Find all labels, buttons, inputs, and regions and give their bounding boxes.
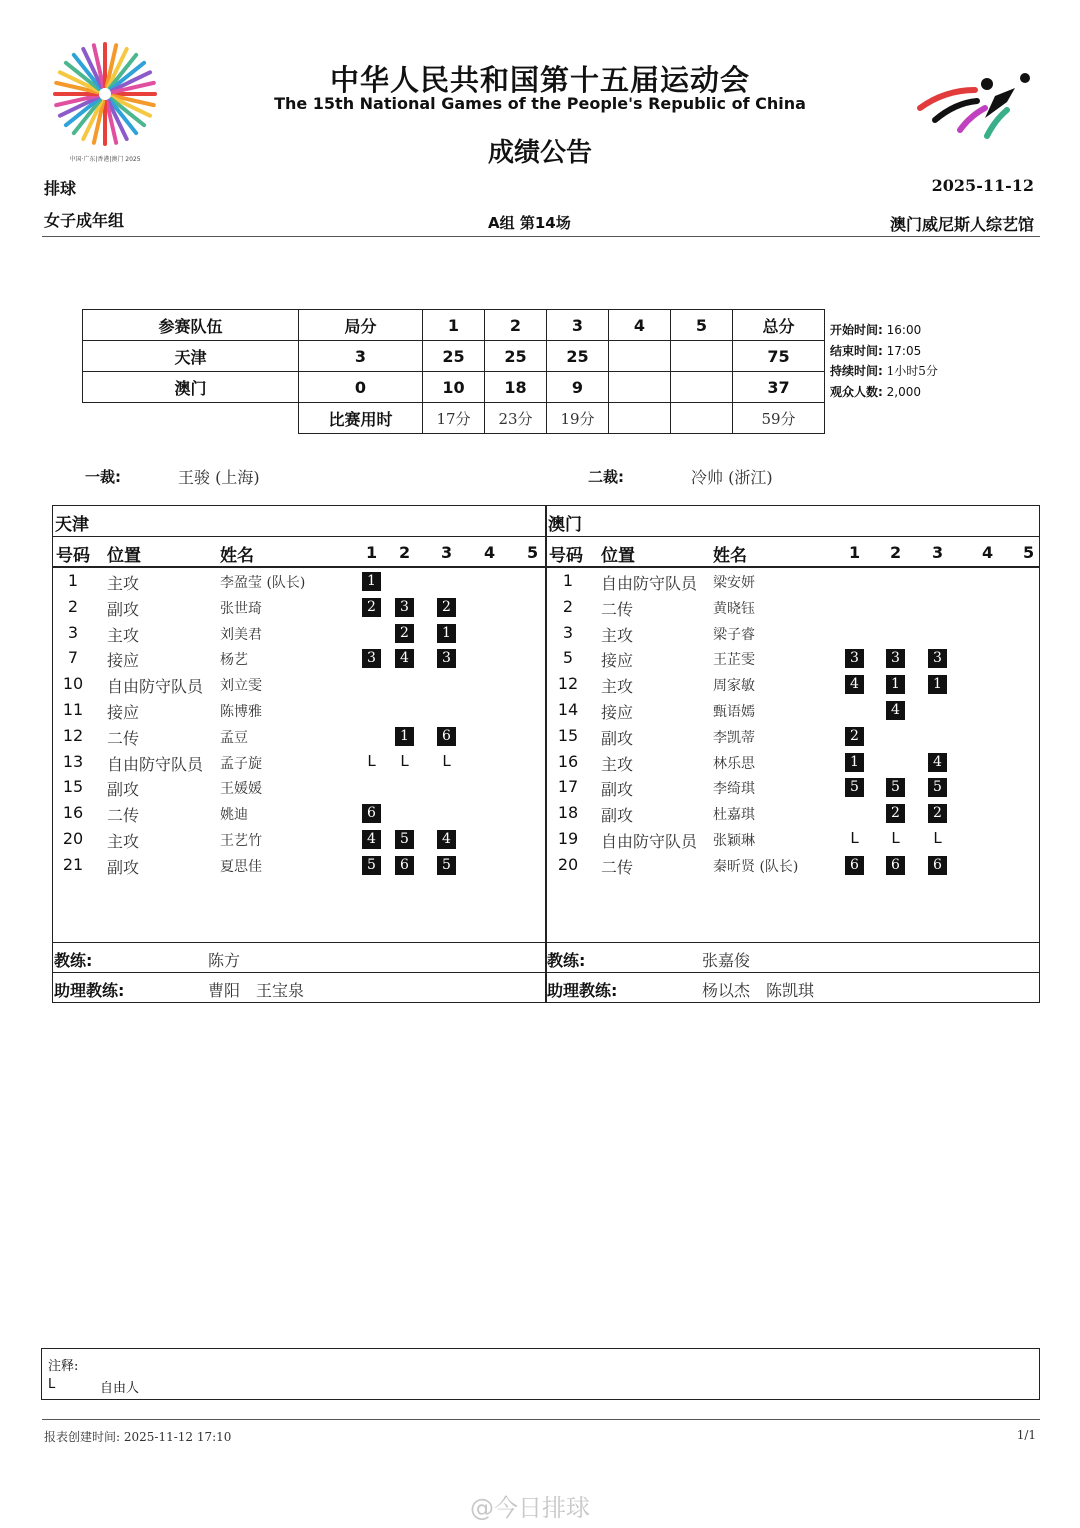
starting-position-box: 3 (437, 649, 456, 668)
col-set-3: 3 (932, 543, 944, 562)
starting-position-box: 2 (886, 804, 905, 823)
col-set-1: 1 (366, 543, 378, 562)
player-number: 17 (557, 777, 579, 797)
col-set-3: 3 (547, 310, 609, 341)
player-position: 主攻 (107, 574, 140, 593)
assistant-coach-names: 曹阳 王宝泉 (208, 981, 305, 1000)
player-name: 黄晓钰 (713, 600, 755, 617)
coach-row (546, 942, 1039, 973)
starting-position-box: 2 (395, 624, 414, 643)
player-name: 王芷雯 (713, 652, 755, 669)
player-number: 13 (62, 751, 84, 771)
assistant-coach-row (546, 972, 1039, 1003)
player-name: 李盈莹 (队长) (220, 575, 306, 591)
set-duration (671, 403, 733, 434)
footer-divider (42, 1419, 1040, 1420)
col-set-5: 5 (527, 543, 539, 562)
second-referee: 冷帅 (浙江) (691, 468, 773, 487)
player-number: 2 (67, 596, 79, 616)
player-number: 3 (67, 622, 79, 642)
assistant-coach-names: 杨以杰 陈凯琪 (702, 981, 815, 1000)
player-position: 主攻 (601, 625, 634, 645)
player-position: 副攻 (107, 599, 140, 619)
player-number: 19 (557, 829, 579, 848)
assistant-coach-label: 助理教练: (54, 981, 125, 1000)
end-time: 结束时间: 17:05 (830, 344, 922, 358)
set-score: 10 (423, 372, 485, 403)
col-set-5: 5 (1023, 543, 1035, 562)
col-set-4: 4 (982, 543, 994, 562)
starting-position-box: 2 (845, 727, 864, 746)
starting-position-box: 1 (928, 675, 947, 694)
team-name: 澳门 (546, 506, 1039, 537)
starting-position-box: 1 (395, 727, 414, 746)
player-row (53, 698, 546, 724)
games-title-cn: 中华人民共和国第十五届运动会 (329, 63, 750, 97)
starting-position-box: 3 (928, 649, 947, 668)
report-created: 报表创建时间: 2025-11-12 17:10 (44, 1430, 232, 1444)
player-number: 21 (62, 854, 84, 874)
player-number: 15 (62, 777, 84, 797)
coach-name: 张嘉俊 (702, 951, 751, 970)
match-date: 2025-11-12 (931, 176, 1034, 195)
col-number: 号码 (56, 546, 90, 566)
starting-position-box: 3 (362, 649, 381, 668)
player-position: 接应 (601, 651, 634, 671)
duration-label: 比赛用时 (299, 403, 423, 434)
player-name: 孟子旋 (220, 755, 262, 772)
player-number: 5 (562, 648, 574, 668)
total-score: 75 (733, 341, 825, 372)
player-row (53, 750, 546, 776)
col-position: 位置 (107, 546, 141, 566)
player-row (546, 724, 1039, 750)
player-position: 二传 (601, 599, 634, 619)
notes-key: L (48, 1377, 56, 1392)
player-row (546, 569, 1039, 595)
player-number: 16 (62, 803, 84, 823)
player-row (546, 801, 1039, 827)
team-name: 天津 (53, 506, 546, 537)
player-row (546, 595, 1039, 621)
player-name: 姚迪 (220, 807, 248, 824)
assistant-coach-label: 助理教练: (547, 981, 618, 1000)
player-name: 刘立雯 (220, 678, 262, 695)
starting-position-box: 4 (886, 701, 905, 720)
player-row (53, 621, 546, 647)
match-number: A组 第14场 (488, 214, 571, 232)
player-name: 王艺竹 (220, 833, 262, 849)
total-score: 37 (733, 372, 825, 403)
set-duration (609, 403, 671, 434)
set-score: 25 (423, 341, 485, 372)
player-name: 秦昕贤 (队长) (713, 858, 799, 875)
player-name: 周家敏 (713, 678, 755, 695)
player-row (53, 853, 546, 879)
player-position: 副攻 (107, 780, 140, 800)
total-duration: 59分 (733, 403, 825, 434)
player-position: 自由防守队员 (601, 574, 698, 593)
player-name: 张世琦 (220, 600, 262, 617)
score-table (82, 309, 825, 434)
starting-position-box: 6 (362, 804, 381, 823)
set-duration: 19分 (547, 403, 609, 434)
player-number: 14 (557, 700, 579, 719)
player-name: 夏思佳 (220, 858, 262, 875)
player-row (53, 569, 546, 595)
set-duration: 17分 (423, 403, 485, 434)
player-number: 20 (62, 829, 84, 848)
player-name: 李凯蒂 (713, 729, 755, 746)
player-position: 二传 (601, 857, 634, 877)
starting-position-box: 1 (362, 572, 381, 591)
spectators: 观众人数: 2,000 (830, 385, 921, 399)
set-score: 9 (547, 372, 609, 403)
starting-position-box: 6 (395, 856, 414, 875)
player-row (53, 775, 546, 801)
player-row (53, 595, 546, 621)
player-position: 主攻 (107, 625, 140, 645)
set-score: 25 (547, 341, 609, 372)
first-referee-label: 一裁: (85, 468, 121, 486)
player-number: 15 (557, 725, 579, 745)
col-set-2: 2 (890, 543, 902, 562)
starting-position-box: 5 (437, 856, 456, 875)
player-name: 陈博雅 (220, 704, 262, 720)
player-number: 12 (557, 674, 579, 694)
col-name: 姓名 (713, 546, 747, 566)
set-score (671, 372, 733, 403)
col-position: 位置 (601, 546, 635, 566)
col-name: 姓名 (220, 546, 254, 566)
player-row (53, 724, 546, 750)
player-number: 10 (62, 674, 84, 694)
col-set-4: 4 (484, 543, 496, 562)
start-time: 开始时间: 16:00 (830, 323, 922, 337)
player-position: 接应 (107, 651, 140, 671)
libero-mark: L (400, 751, 409, 770)
player-row (546, 621, 1039, 647)
starting-position-box: 1 (845, 753, 864, 772)
player-name: 杜嘉琪 (713, 807, 755, 824)
team-name: 澳门 (83, 372, 299, 403)
libero-mark: L (442, 751, 451, 770)
set-score (609, 341, 671, 372)
starting-position-box: 5 (362, 856, 381, 875)
player-name: 梁子睿 (713, 626, 755, 643)
player-number: 20 (557, 854, 579, 874)
starting-position-box: 4 (845, 675, 864, 694)
header-divider (42, 236, 1040, 237)
player-name: 刘美君 (220, 626, 262, 643)
set-score (671, 341, 733, 372)
player-number: 16 (557, 751, 579, 771)
col-set-1: 1 (423, 310, 485, 341)
col-set-4: 4 (609, 310, 671, 341)
libero-mark: L (891, 829, 900, 847)
player-position: 自由防守队员 (601, 832, 698, 851)
libero-mark: L (933, 829, 942, 847)
player-row (546, 646, 1039, 672)
player-number: 1 (562, 571, 574, 590)
player-number: 2 (562, 596, 574, 616)
starting-position-box: 1 (437, 624, 456, 643)
starting-position-box: 4 (362, 830, 381, 849)
score-header-row (83, 310, 825, 341)
notes-meaning: 自由人 (100, 1381, 140, 1396)
coach-row (53, 942, 546, 973)
libero-mark: L (367, 751, 376, 770)
player-name: 梁安妍 (713, 575, 755, 591)
starting-position-box: 6 (437, 727, 456, 746)
sport: 排球 (44, 179, 77, 198)
second-referee-label: 二裁: (588, 468, 624, 486)
duration-row (83, 403, 825, 434)
notes-label: 注释: (48, 1359, 79, 1374)
starting-position-box: 2 (362, 598, 381, 617)
player-name: 张颖琳 (713, 833, 755, 849)
player-position: 主攻 (601, 677, 634, 697)
roster-column-headers (53, 537, 546, 568)
player-row (546, 698, 1039, 724)
col-sets-won: 局分 (299, 310, 423, 341)
starting-position-box: 4 (437, 830, 456, 849)
coach-name: 陈方 (208, 951, 241, 970)
col-number: 号码 (549, 546, 583, 566)
team-roster-tianjin (52, 505, 547, 1003)
sets-won: 0 (299, 372, 423, 403)
starting-position-box: 5 (886, 778, 905, 797)
assistant-coach-row (53, 972, 546, 1003)
col-set-3: 3 (441, 543, 453, 562)
col-total: 总分 (733, 310, 825, 341)
player-row (53, 646, 546, 672)
starting-position-box: 2 (437, 598, 456, 617)
player-number: 1 (67, 571, 79, 590)
player-number: 3 (562, 622, 574, 642)
set-score: 18 (485, 372, 547, 403)
player-position: 主攻 (601, 754, 634, 774)
starting-position-box: 4 (395, 649, 414, 668)
col-set-2: 2 (399, 543, 411, 562)
player-name: 甄语嫣 (713, 704, 755, 720)
player-position: 自由防守队员 (107, 677, 204, 697)
col-team: 参赛队伍 (83, 310, 299, 341)
starting-position-box: 4 (928, 753, 947, 772)
starting-position-box: 2 (928, 804, 947, 823)
starting-position-box: 3 (395, 598, 414, 617)
category: 女子成年组 (44, 211, 125, 230)
player-row (53, 827, 546, 853)
player-position: 二传 (107, 806, 140, 826)
player-row (53, 801, 546, 827)
player-name: 王媛媛 (220, 781, 262, 798)
roster-column-headers (546, 537, 1039, 568)
player-row (546, 827, 1039, 853)
player-row (53, 672, 546, 698)
player-row (546, 672, 1039, 698)
set-score (609, 372, 671, 403)
player-name: 杨艺 (220, 652, 248, 669)
coach-label: 教练: (547, 951, 586, 970)
starting-position-box: 3 (845, 649, 864, 668)
player-position: 自由防守队员 (107, 754, 204, 774)
starting-position-box: 5 (928, 778, 947, 797)
player-position: 接应 (601, 703, 634, 722)
logo-caption: 中国·广东|香港|澳门 2025 (69, 156, 141, 163)
starting-position-box: 6 (886, 856, 905, 875)
player-position: 副攻 (107, 857, 140, 877)
player-number: 12 (62, 725, 84, 745)
player-position: 副攻 (601, 806, 634, 826)
starting-position-box: 3 (886, 649, 905, 668)
first-referee: 王骏 (上海) (178, 468, 260, 487)
player-row (546, 775, 1039, 801)
libero-mark: L (850, 829, 859, 847)
player-position: 主攻 (107, 832, 140, 851)
page-number: 1/1 (1016, 1428, 1036, 1442)
player-row (546, 853, 1039, 879)
player-number: 7 (67, 648, 79, 668)
games-title-en: The 15th National Games of the People's Republic of China (274, 94, 806, 113)
player-position: 副攻 (601, 728, 634, 748)
starting-position-box: 5 (845, 778, 864, 797)
player-position: 副攻 (601, 780, 634, 800)
player-position: 接应 (107, 703, 140, 722)
document-title: 成绩公告 (487, 138, 592, 168)
set-score: 25 (485, 341, 547, 372)
coach-label: 教练: (54, 951, 93, 970)
starting-position-box: 6 (928, 856, 947, 875)
sets-won: 3 (299, 341, 423, 372)
player-number: 18 (557, 803, 579, 823)
venue: 澳门威尼斯人综艺馆 (889, 215, 1034, 234)
starting-position-box: 5 (395, 830, 414, 849)
player-number: 11 (62, 700, 84, 719)
starting-position-box: 6 (845, 856, 864, 875)
set-duration: 23分 (485, 403, 547, 434)
notes-box (41, 1348, 1040, 1400)
player-row (546, 750, 1039, 776)
player-position: 二传 (107, 728, 140, 748)
col-set-1: 1 (849, 543, 861, 562)
team-roster-macau (545, 505, 1040, 1003)
player-name: 李绮琪 (713, 781, 755, 798)
score-row-macau (83, 372, 825, 403)
starting-position-box: 1 (886, 675, 905, 694)
watermark: @今日排球 (470, 1494, 590, 1522)
col-set-5: 5 (671, 310, 733, 341)
player-name: 林乐思 (713, 755, 755, 772)
score-row-tianjin (83, 341, 825, 372)
team-name: 天津 (83, 341, 299, 372)
match-duration: 持续时间: 1小时5分 (830, 364, 938, 378)
col-set-2: 2 (485, 310, 547, 341)
player-name: 孟豆 (220, 729, 248, 746)
